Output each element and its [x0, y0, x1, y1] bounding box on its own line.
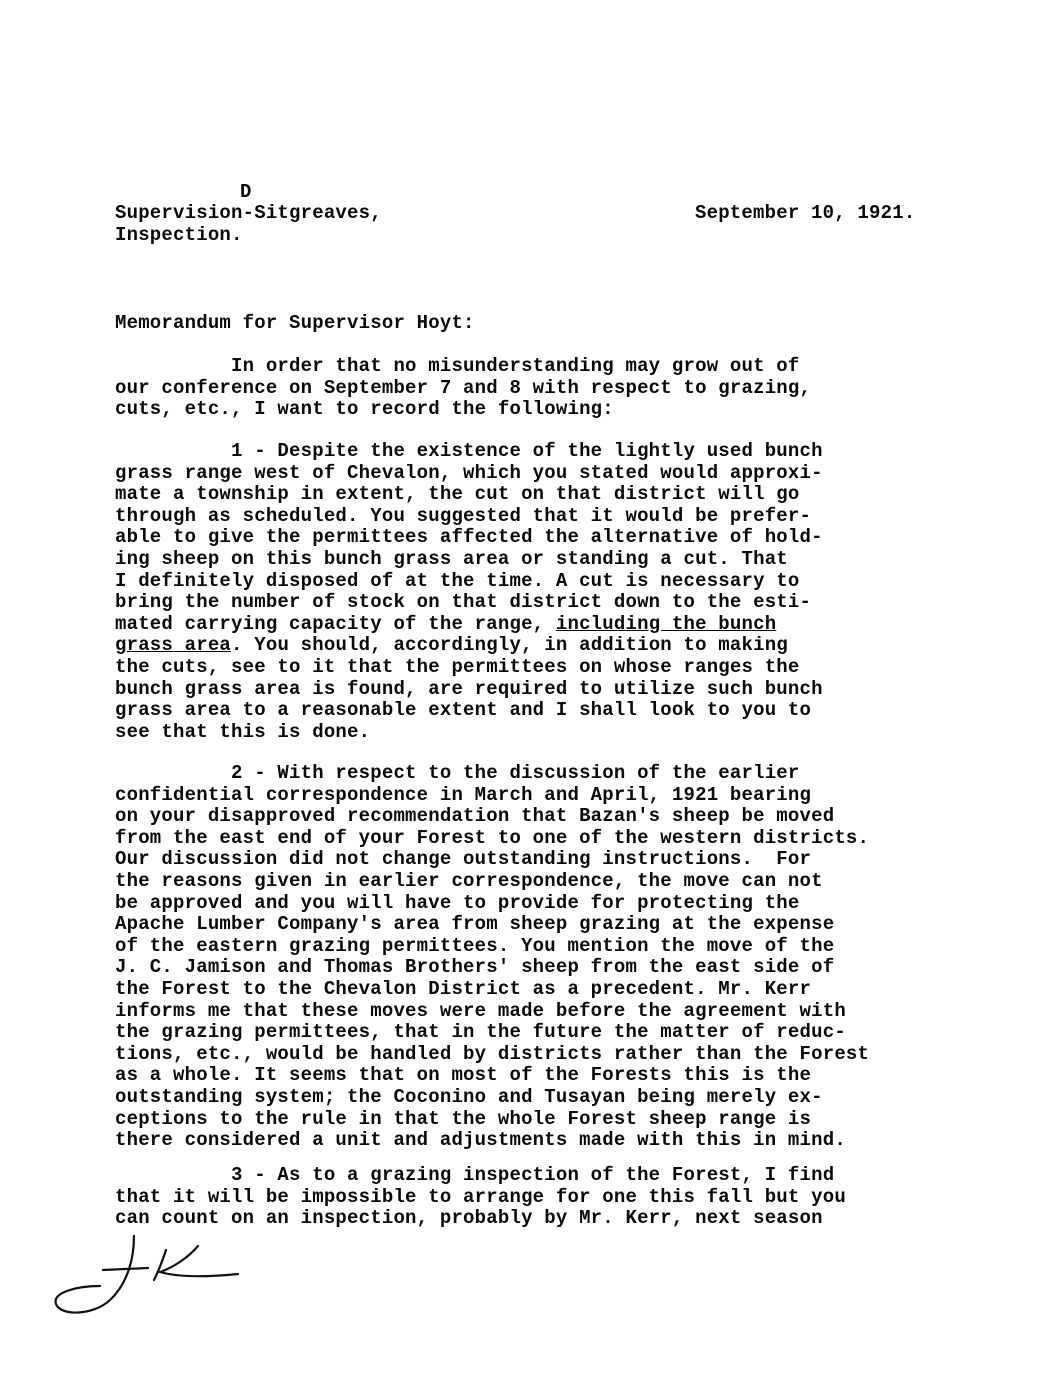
text-line: through as scheduled. You suggested that it would be prefer-: [115, 504, 812, 527]
text-line: informs me that these moves were made before the agreement with: [115, 999, 846, 1022]
text-line: able to give the permittees affected the alternative of hold-: [115, 526, 823, 549]
text-line: there considered a unit and adjustments made with this in mind.: [115, 1129, 846, 1152]
file-line: Supervision-Sitgreaves,: [115, 202, 382, 224]
text-line: ing sheep on this bunch grass area or standing a cut. That: [115, 547, 788, 570]
text-line: the grazing permittees, that in the future the matter of reduc-: [115, 1021, 846, 1044]
text-segment: . You should, accordingly, in addition to making: [231, 634, 788, 657]
handwritten-initials-signature: [48, 1228, 248, 1323]
text-line: can count on an inspection, probably by Mr. Kerr, next season: [115, 1207, 823, 1230]
text-line: J. C. Jamison and Thomas Brothers' sheep from the east side of: [115, 956, 835, 979]
text-line: grass area to a reasonable extent and I shall look to you to: [115, 699, 812, 722]
text-line: tions, etc., would be handled by districts rather than the Forest: [115, 1042, 870, 1065]
text-line: of the eastern grazing permittees. You mention the move of the: [115, 934, 835, 957]
text-line: bring the number of stock on that district down to the esti-: [115, 591, 812, 614]
text-line: In order that no misunderstanding may grow out of: [115, 355, 800, 377]
text-line: Our discussion did not change outstanding instructions. For: [115, 848, 812, 871]
file-designation: [115, 203, 382, 246]
underlined-phrase: including the bunch: [555, 612, 777, 635]
text-line: as a whole. It seems that on most of the Forests this is the: [115, 1064, 812, 1087]
text-line: the cuts, see to it that the permittees on whose ranges the: [115, 655, 800, 678]
text-line: be approved and you will have to provide for protecting the: [115, 891, 800, 914]
text-line: mate a township in extent, the cut on that district will go: [115, 483, 800, 506]
text-line: Apache Lumber Company's area from sheep grazing at the expense: [115, 913, 835, 936]
text-line: confidential correspondence in March and April, 1921 bearing: [115, 783, 812, 806]
text-segment: mated carrying capacity of the range,: [115, 612, 556, 635]
text-line: [115, 614, 823, 636]
paragraph-2: [115, 763, 869, 1152]
text-line: see that this is done.: [115, 720, 371, 743]
file-code: D: [240, 181, 252, 203]
text-line: on your disapproved recommendation that Bazan's sheep be moved: [115, 805, 835, 828]
memo-date: September 10, 1921.: [695, 202, 916, 224]
text-line: ceptions to the rule in that the whole Forest sheep range is: [115, 1107, 812, 1130]
text-line: I definitely disposed of at the time. A cut is necessary to: [115, 569, 800, 592]
file-line: Inspection.: [115, 223, 243, 246]
text-line: that it will be impossible to arrange for one this fall but you: [115, 1185, 846, 1208]
salutation: Memorandum for Supervisor Hoyt:: [115, 312, 475, 334]
text-line: bunch grass area is found, are required to utilize such bunch: [115, 677, 823, 700]
text-line: outstanding system; the Coconino and Tusayan being merely ex-: [115, 1085, 823, 1108]
text-line: our conference on September 7 and 8 with respect to grazing,: [115, 376, 812, 399]
text-line: grass range west of Chevalon, which you stated would approxi-: [115, 461, 823, 484]
text-line: 2 - With respect to the discussion of the earlier: [115, 762, 800, 784]
text-line: the reasons given in earlier correspondence, the move can not: [115, 869, 823, 892]
text-line: the Forest to the Chevalon District as a precedent. Mr. Kerr: [115, 977, 812, 1000]
underlined-phrase: grass area: [115, 634, 232, 657]
text-line: [115, 635, 823, 657]
text-line: from the east end of your Forest to one of the western districts.: [115, 826, 870, 849]
paragraph-1: [115, 441, 823, 743]
text-line: cuts, etc., I want to record the following:: [115, 398, 614, 421]
intro-paragraph: [115, 356, 811, 421]
paragraph-3: [115, 1165, 846, 1230]
text-line: 1 - Despite the existence of the lightly used bunch: [115, 440, 823, 462]
text-line: 3 - As to a grazing inspection of the Forest, I find: [115, 1164, 835, 1186]
